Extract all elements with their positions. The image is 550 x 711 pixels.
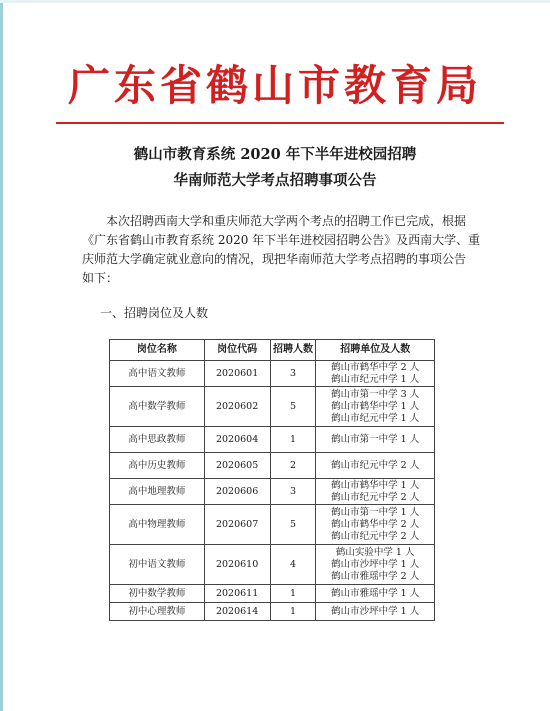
position-code-cell: 2020602	[204, 387, 270, 427]
unit-line: 鹤山市纪元中学 2 人	[331, 459, 420, 471]
position-name-cell: 高中地理教师	[110, 479, 205, 505]
unit-line: 鹤山市第一中学 1 人	[331, 506, 420, 518]
unit-line: 鹤山市雅瑶中学 2 人	[331, 570, 420, 582]
doc-title-line2: 华南师范大学考点招聘事项公告	[173, 172, 377, 189]
unit-line: 鹤山市雅瑶中学 1 人	[331, 587, 420, 599]
col-header: 岗位名称	[110, 340, 205, 361]
unit-line: 鹤山市第一中学 1 人	[331, 433, 420, 445]
table-row	[110, 361, 435, 387]
unit-line: 鹤山市纪元中学 2 人	[331, 491, 420, 503]
scan-edge-top	[0, 0, 550, 3]
headcount-cell: 1	[270, 603, 316, 621]
table-row	[110, 453, 435, 479]
position-name-cell: 高中历史教师	[110, 453, 205, 479]
units-cell	[316, 545, 435, 585]
headcount-cell: 2	[270, 453, 316, 479]
headcount-cell: 3	[270, 479, 316, 505]
units-cell	[316, 479, 435, 505]
section-heading: 一、招聘岗位及人数	[100, 306, 209, 320]
headcount-cell: 5	[270, 505, 316, 545]
position-code-cell: 2020611	[204, 585, 270, 603]
position-name-cell: 高中数学教师	[110, 387, 205, 427]
headcount-cell: 1	[270, 585, 316, 603]
position-code-cell: 2020614	[204, 603, 270, 621]
col-header: 岗位代码	[204, 340, 270, 361]
unit-line: 鹤山市纪元中学 1 人	[331, 412, 420, 424]
table-header-row	[110, 340, 435, 361]
unit-line: 鹤山市沙坪中学 1 人	[331, 605, 420, 617]
doc-title-line1: 鹤山市教育系统 2020 年下半年进校园招聘	[133, 146, 417, 163]
position-code-cell: 2020605	[204, 453, 270, 479]
position-code-cell: 2020607	[204, 505, 270, 545]
units-cell	[316, 427, 435, 453]
position-code-cell: 2020606	[204, 479, 270, 505]
headcount-cell: 5	[270, 387, 316, 427]
table-row	[110, 387, 435, 427]
table-row	[110, 545, 435, 585]
unit-line: 鹤山市鹤华中学 1 人	[331, 479, 420, 491]
table-row	[110, 427, 435, 453]
intro-paragraph	[82, 212, 494, 288]
para-line: 本次招聘西南大学和重庆师范大学两个考点的招聘工作已完成，根据	[106, 214, 467, 228]
table-row	[110, 603, 435, 621]
unit-line: 鹤山市鹤华中学 1 人	[331, 400, 420, 412]
unit-line: 鹤山市第一中学 3 人	[331, 388, 420, 400]
para-line: 如下：	[82, 271, 119, 285]
units-cell	[316, 603, 435, 621]
units-cell	[316, 585, 435, 603]
units-cell	[316, 453, 435, 479]
position-code-cell: 2020604	[204, 427, 270, 453]
letterhead: 广东省鹤山市教育局	[67, 61, 482, 110]
position-code-cell: 2020601	[204, 361, 270, 387]
col-header: 招聘人数	[270, 340, 316, 361]
unit-line: 鹤山市沙坪中学 1 人	[331, 558, 420, 570]
position-name-cell: 初中数学教师	[110, 585, 205, 603]
unit-line: 鹤山实验中学 1 人	[335, 546, 415, 558]
unit-line: 鹤山市纪元中学 2 人	[331, 530, 420, 542]
table-row	[110, 479, 435, 505]
unit-line: 鹤山市鹤华中学 2 人	[331, 361, 420, 373]
headcount-cell: 4	[270, 545, 316, 585]
headcount-cell: 1	[270, 427, 316, 453]
units-cell	[316, 387, 435, 427]
col-header: 招聘单位及人数	[316, 340, 435, 361]
position-name-cell: 初中语文教师	[110, 545, 205, 585]
headcount-cell: 3	[270, 361, 316, 387]
units-cell	[316, 361, 435, 387]
para-line: 庆师范大学确定就业意向的情况，现把华南师范大学考点招聘的事项公告	[82, 252, 467, 266]
position-name-cell: 高中语文教师	[110, 361, 205, 387]
table-row	[110, 505, 435, 545]
position-name-cell: 初中心理教师	[110, 603, 205, 621]
table-row	[110, 585, 435, 603]
position-code-cell: 2020610	[204, 545, 270, 585]
letterhead-rule	[56, 122, 504, 124]
position-name-cell: 高中思政教师	[110, 427, 205, 453]
units-cell	[316, 505, 435, 545]
para-line: 《广东省鹤山市教育系统 2020 年下半年进校园招聘公告》及西南大学、重	[82, 233, 481, 247]
unit-line: 鹤山市纪元中学 1 人	[331, 373, 420, 385]
table-body	[110, 361, 435, 621]
unit-line: 鹤山市鹤华中学 2 人	[331, 518, 420, 530]
positions-table	[109, 339, 435, 621]
position-name-cell: 高中物理教师	[110, 505, 205, 545]
